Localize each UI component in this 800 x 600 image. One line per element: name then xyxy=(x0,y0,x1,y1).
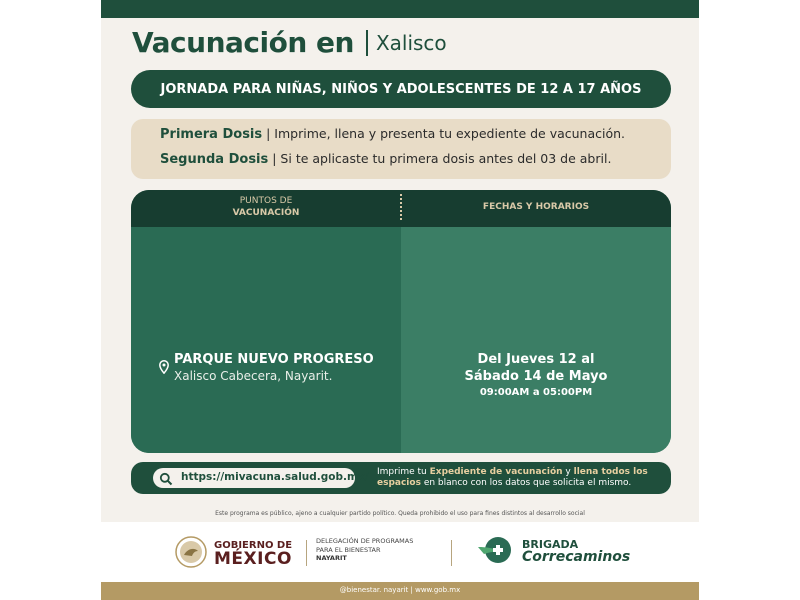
dates-line1: Del Jueves 12 al xyxy=(477,352,595,367)
first-dose-text: | Imprime, llena y presenta tu expediente de vacunación. xyxy=(266,126,626,141)
dates-hours-cell xyxy=(401,227,671,453)
place-name: PARQUE NUEVO PROGRESO xyxy=(174,352,374,367)
title-main: Vacunación en xyxy=(132,26,354,59)
header-dates-hours: FECHAS Y HORARIOS xyxy=(482,202,590,212)
url-bar xyxy=(131,462,671,494)
dates-line2: Sábado 14 de Mayo xyxy=(464,369,608,384)
brigada-line1: BRIGADA xyxy=(522,537,579,551)
gobierno-big: MÉXICO xyxy=(214,548,292,569)
deleg-line3: NAYARIT xyxy=(316,554,347,562)
note-part2: y xyxy=(565,467,571,477)
brigada-logo xyxy=(476,533,630,571)
poster xyxy=(101,0,699,600)
title-location: Xalisco xyxy=(375,30,447,55)
note-bold1: Expediente de vacunación xyxy=(429,467,563,477)
footer-logos xyxy=(101,522,699,582)
deleg-line1: DELEGACIÓN DE PROGRAMAS xyxy=(316,537,414,545)
url-text[interactable]: https://mivacuna.salud.gob.mx/ xyxy=(181,471,369,483)
dates xyxy=(401,351,671,385)
social-links[interactable]: @bienestar. nayarit | www.gob.mx xyxy=(339,586,461,594)
footer-divider-2 xyxy=(451,540,452,566)
search-icon xyxy=(159,471,173,490)
footer-divider-1 xyxy=(306,540,307,566)
brigada-bird-icon xyxy=(476,533,516,571)
disclaimer: Este programa es público, ajeno a cualquier partido político. Queda prohibido el uso para fines distintos al desarrollo social xyxy=(215,510,585,517)
gobierno-small: GOBIERNO DE xyxy=(214,539,293,551)
deleg-line2: PARA EL BIENESTAR xyxy=(316,545,381,554)
brigada-line2: Correcaminos xyxy=(522,549,631,566)
url-link[interactable] xyxy=(153,468,369,488)
header-points-line2: VACUNACIÓN xyxy=(232,208,300,218)
brigada-text xyxy=(522,539,630,565)
eagle-emblem-icon xyxy=(174,535,208,573)
hours: 09:00AM a 05:00PM xyxy=(479,387,593,398)
location-pin-icon xyxy=(159,359,169,378)
vaccination-table xyxy=(131,190,671,453)
gobierno-text xyxy=(214,541,292,568)
url-instructions xyxy=(377,467,662,489)
second-dose-line xyxy=(160,151,671,167)
note-part1: Imprime tu xyxy=(377,467,427,477)
title-separator xyxy=(366,30,368,56)
dose-info-box xyxy=(131,119,671,179)
first-dose-line xyxy=(160,126,671,142)
second-dose-label: Segunda Dosis xyxy=(160,152,269,167)
vaccination-point-cell xyxy=(131,227,401,453)
second-dose-text: | Si te aplicaste tu primera dosis antes del 03 de abril. xyxy=(272,151,612,166)
table-header xyxy=(131,190,671,227)
header-points-line1: PUNTOS DE xyxy=(239,196,293,206)
place-location: Xalisco Cabecera, Nayarit. xyxy=(174,369,333,383)
delegacion-text xyxy=(316,537,413,563)
note-bold2: llena todos los espacios xyxy=(377,467,648,488)
top-bar xyxy=(101,0,699,18)
campaign-banner: JORNADA PARA NIÑAS, NIÑOS Y ADOLESCENTES DE 12 A 17 AÑOS xyxy=(131,70,671,108)
header-vaccination-points xyxy=(131,195,401,219)
page-title xyxy=(132,26,447,59)
bottom-bar xyxy=(101,582,699,600)
gobierno-logo xyxy=(174,535,292,573)
note-part3: en blanco con los datos que solicita el mismo. xyxy=(423,478,632,488)
first-dose-label: Primera Dosis xyxy=(160,127,263,142)
